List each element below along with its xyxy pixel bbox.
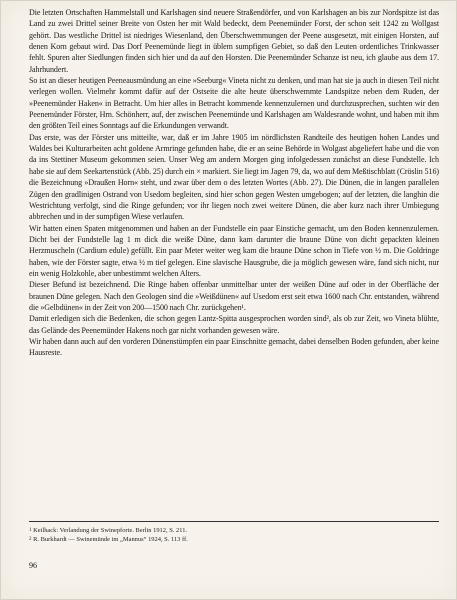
footnote-1-marker: 1 [29, 528, 32, 533]
paragraph-1 [29, 7, 439, 75]
paragraph-2-text: So ist an dieser heutigen Peeneausmündung an eine »Seeburg« Vineta nicht zu denken, und man hat sie ja auch in diesen Teil nicht verlegen wollen. Vielmehr kommt dafür auf der Ostseite die alte heute überschwemmte Landspitze neben dem Ruden, der »Peenemünder Haken« in Betracht. Um hier alles in Betracht kommende kennenzulernen und durchzusprechen, suchten wir den Peenemünder Förster, Hrn. Schönherr, auf, der zwischen Peenemünde und Karlshagen am Waldesrande wohnt, und haben mit ihm den größten Teil eines Sonntags auf die Erkundungen verwandt. [29, 76, 439, 131]
paragraph-3-text: Das erste, was der Förster uns mitteilte, war, daß er im Jahre 1905 im nördlichsten Randteile des heutigen hohen Landes und Waldes bei Kulturarbeiten acht goldene Armringe gefunden habe, die er an seine Behörde in Wolgast abgeliefert habe und die von da ins Stettiner Museum gekommen seien. Unser Weg am andern Morgen ging infolgedessen zunächst an diese Fundstelle. Ich habe sie auf dem Seekartenstück (Abb. 25) durch ein × markiert. Sie liegt im Jagen 79, da, wo auf dem Meßtischblatt (Cröslin 516) die Bezeichnung »Draußen Horn« steht, und zwar über dem o des letzten Wortes (Abb. 27). Die Dünen, die in langen parallelen Zügen den gradlinigen Ostrand von Usedom begleiten, sind hier schon gegen Westen umgebogen; auf der letzten, die langhin die Westrichtung verfolgt, sind die Ringe gefunden; vor ihr liegen noch zwei weitere Dünen, die aber kurz nach ihrer Umbiegung abbrechen und in der sumpfigen Wiese verlaufen. [29, 132, 439, 222]
paragraph-2 [29, 75, 439, 132]
footnote-2-marker: 2 [29, 537, 32, 543]
paragraph-1-text: Die letzten Ortschaften Hammelstall und Karlshagen sind neuere Straßendörfer, und von Karlshagen an bis zur Nordspitze ist das Land zu zwei Drittel seiner Breite von Osten her mit Wald bedeckt, dem Peenemünder Forst, der schon seit 1242 zu Wollgast gehört. Das westliche Drittel ist niedriges Wiesenland, den Überschwemmungen der Peene ausgesetzt, mit einigen Horsten, auf denen Korn gebaut wird. Das Dorf Peenemünde liegt in üblem sumpfigen Gebiet, so daß den Leuten ordentliches Trinkwasser fehlt. Spuren alter Siedlungen finden sich hier und da auf den Horsten. Die Peenemünder Schanze ist neu, ich glaube aus dem 17. Jahrhundert. [29, 8, 439, 74]
footnote-1-text: Keilhack: Verlandung der Swinepforte. Berlin 1912, S. 211. [33, 527, 188, 534]
footnote-2-text: R. Burkhardt — Swinemünde im „Mannus“ 1924, S. 113 ff. [33, 536, 188, 544]
paragraph-7-text: Wir haben dann auch auf den vorderen Dünenstümpfen ein paar Einschnitte gemacht, dabei denselben Boden gefunden, aber keine Hausreste. [29, 336, 439, 358]
paragraph-5 [29, 279, 439, 313]
paragraph-4 [29, 223, 439, 280]
body-text [29, 7, 439, 359]
footnote-2 [29, 535, 439, 544]
paragraph-6 [29, 313, 439, 336]
footnotes [29, 521, 439, 544]
paragraph-6-text: Damit erledigen sich die Bedenken, die schon gegen Lantz-Spitta ausgesprochen worden sind², als ob zur Zeit, wo Vineta blühte, das Gelände des Peenemünder Hakens noch gar nicht vorhanden gewesen wäre. [29, 314, 439, 335]
paragraph-3 [29, 132, 439, 223]
paragraph-7 [29, 336, 439, 359]
page-number: 96 [29, 561, 38, 570]
footnote-1 [29, 526, 439, 535]
paragraph-5-text: Dieser Befund ist bezeichnend. Die Ringe haben offenbar unmittelbar unter der weißen Düne auf oder in der Oberfläche der braunen Düne gelegen. Nach den Geologen sind die »Weißdünen« auf Usedom erst seit etwa 1600 nach Chr. entstanden, während die »Gelbdünen« in der Zeit von 200—1500 nach Chr. zurückgehen¹. [29, 280, 439, 312]
paragraph-4-text: Wir hatten einen Spaten mitgenommen und haben an der Fundstelle ein paar Einstiche gemacht, um den Boden kennenzulernen. Dicht bei der Fundstelle lag 1 m dick die weiße Düne, dann kam darunter die braune Düne von dicht gepackten kleinen Herzmuscheln (Cardium edule) gefüllt. Ein paar Meter weiter weg kam die braune Düne schon in Tiefe von ½ m. Die Goldringe haben, wie der Förster sagte, etwa ½ m tief gelegen. Eine slavische Hausgrube, die ja möglich gewesen wäre, fand sich nicht, nur ein wenig Holzkohle, aber unbestimmt welchen Alters. [29, 223, 439, 278]
